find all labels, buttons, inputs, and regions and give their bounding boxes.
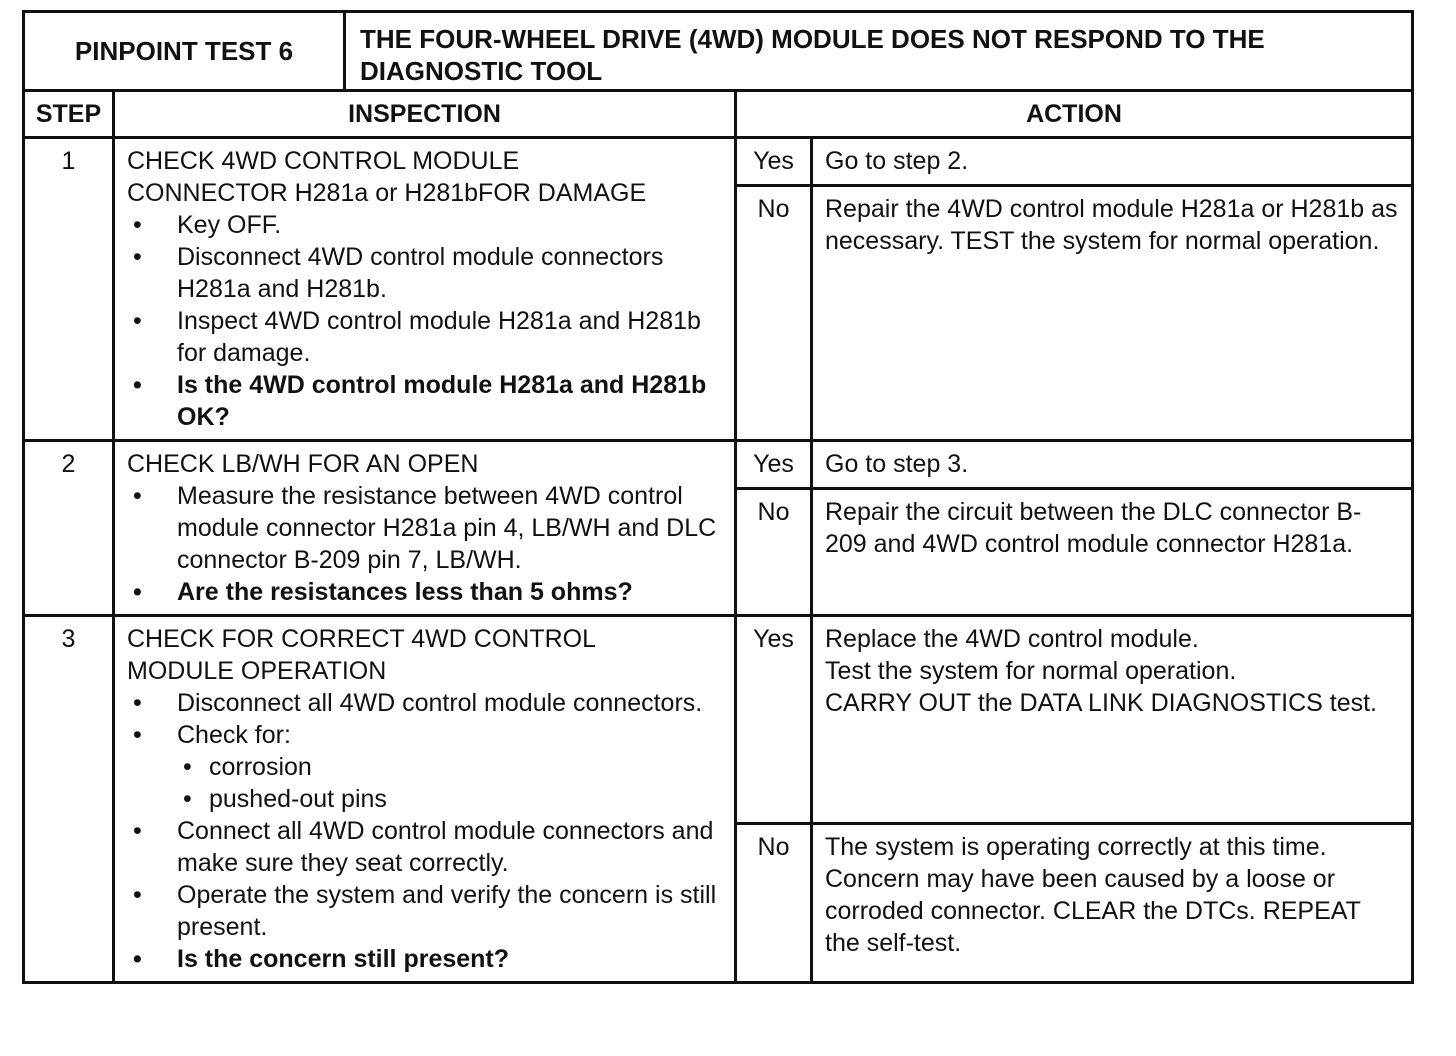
column-action: ACTION [736, 91, 1413, 138]
step-2-no-label: No [736, 489, 812, 616]
step-3-inspection [114, 616, 736, 983]
test-title [346, 13, 1411, 89]
step-2-yes-action: Go to step 3. [812, 441, 1413, 489]
step-2-yes-row [24, 441, 1413, 489]
step-3-sub-bullet: • pushed-out pins [127, 783, 724, 815]
step-1-number: 1 [24, 138, 114, 441]
step-1-bullet: • Disconnect 4WD control module connectors H281a and H281b. [127, 241, 724, 305]
step-1-question: • Is the 4WD control module H281a and H281b OK? [127, 369, 724, 433]
step-3-no-action: The system is operating correctly at this time. Concern may have been caused by a loose or corroded connector. CLEAR the DTCs. REPEAT the self-test. [812, 824, 1413, 983]
step-3-bullet: • Operate the system and verify the concern is still present. [127, 879, 724, 943]
test-label: PINPOINT TEST 6 [25, 13, 346, 89]
step-3-no-label: No [736, 824, 812, 983]
step-1-yes-label: Yes [736, 138, 812, 186]
pinpoint-test-document [22, 10, 1414, 984]
step-1-bullet: • Inspect 4WD control module H281a and H281b for damage. [127, 305, 724, 369]
step-2-bullet: • Measure the resistance between 4WD control module connector H281a pin 4, LB/WH and DLC connector B-209 pin 7, LB/WH. [127, 480, 724, 576]
step-3-bullet: • Connect all 4WD control module connectors and make sure they seat correctly. [127, 815, 724, 879]
step-3-bullet: • Check for: [127, 719, 724, 751]
step-3-yes-row [24, 616, 1413, 824]
step-1-bullet: • Key OFF. [127, 209, 724, 241]
test-title-line2: DIAGNOSTIC TOOL [360, 56, 603, 86]
column-inspection: INSPECTION [114, 91, 736, 138]
step-1-heading-line2: CONNECTOR H281a or H281bFOR DAMAGE [127, 179, 647, 207]
table-header-row [24, 91, 1413, 138]
step-1-no-label: No [736, 186, 812, 441]
step-3-yes-action-line: Replace the 4WD control module. [825, 625, 1199, 653]
step-3-yes-action-line: Test the system for normal operation. [825, 657, 1237, 685]
step-2-yes-label: Yes [736, 441, 812, 489]
step-3-yes-action-line: CARRY OUT the DATA LINK DIAGNOSTICS test. [825, 689, 1378, 717]
step-3-yes-label: Yes [736, 616, 812, 824]
step-1-yes-row [24, 138, 1413, 186]
step-3-yes-action [812, 616, 1413, 824]
test-title-line1: THE FOUR-WHEEL DRIVE (4WD) MODULE DOES NOT RESPOND TO THE [360, 24, 1265, 54]
step-3-question: • Is the concern still present? [127, 943, 724, 975]
step-1-inspection [114, 138, 736, 441]
test-header [22, 10, 1414, 92]
step-3-bullet: • Disconnect all 4WD control module connectors. [127, 687, 724, 719]
step-2-inspection [114, 441, 736, 616]
step-3-heading-line2: MODULE OPERATION [127, 657, 387, 685]
step-3-heading-line1: CHECK FOR CORRECT 4WD CONTROL [127, 625, 597, 653]
diagnostic-table [22, 89, 1414, 984]
step-2-number: 2 [24, 441, 114, 616]
step-1-no-action: Repair the 4WD control module H281a or H281b as necessary. TEST the system for normal operation. [812, 186, 1413, 441]
step-2-heading: CHECK LB/WH FOR AN OPEN [127, 450, 479, 478]
step-3-number: 3 [24, 616, 114, 983]
step-1-yes-action: Go to step 2. [812, 138, 1413, 186]
step-1-heading-line1: CHECK 4WD CONTROL MODULE [127, 147, 520, 175]
column-step: STEP [24, 91, 114, 138]
step-2-no-action: Repair the circuit between the DLC connector B-209 and 4WD control module connector H281a. [812, 489, 1413, 616]
step-3-sub-bullet: • corrosion [127, 751, 724, 783]
step-2-question: • Are the resistances less than 5 ohms? [127, 576, 724, 608]
